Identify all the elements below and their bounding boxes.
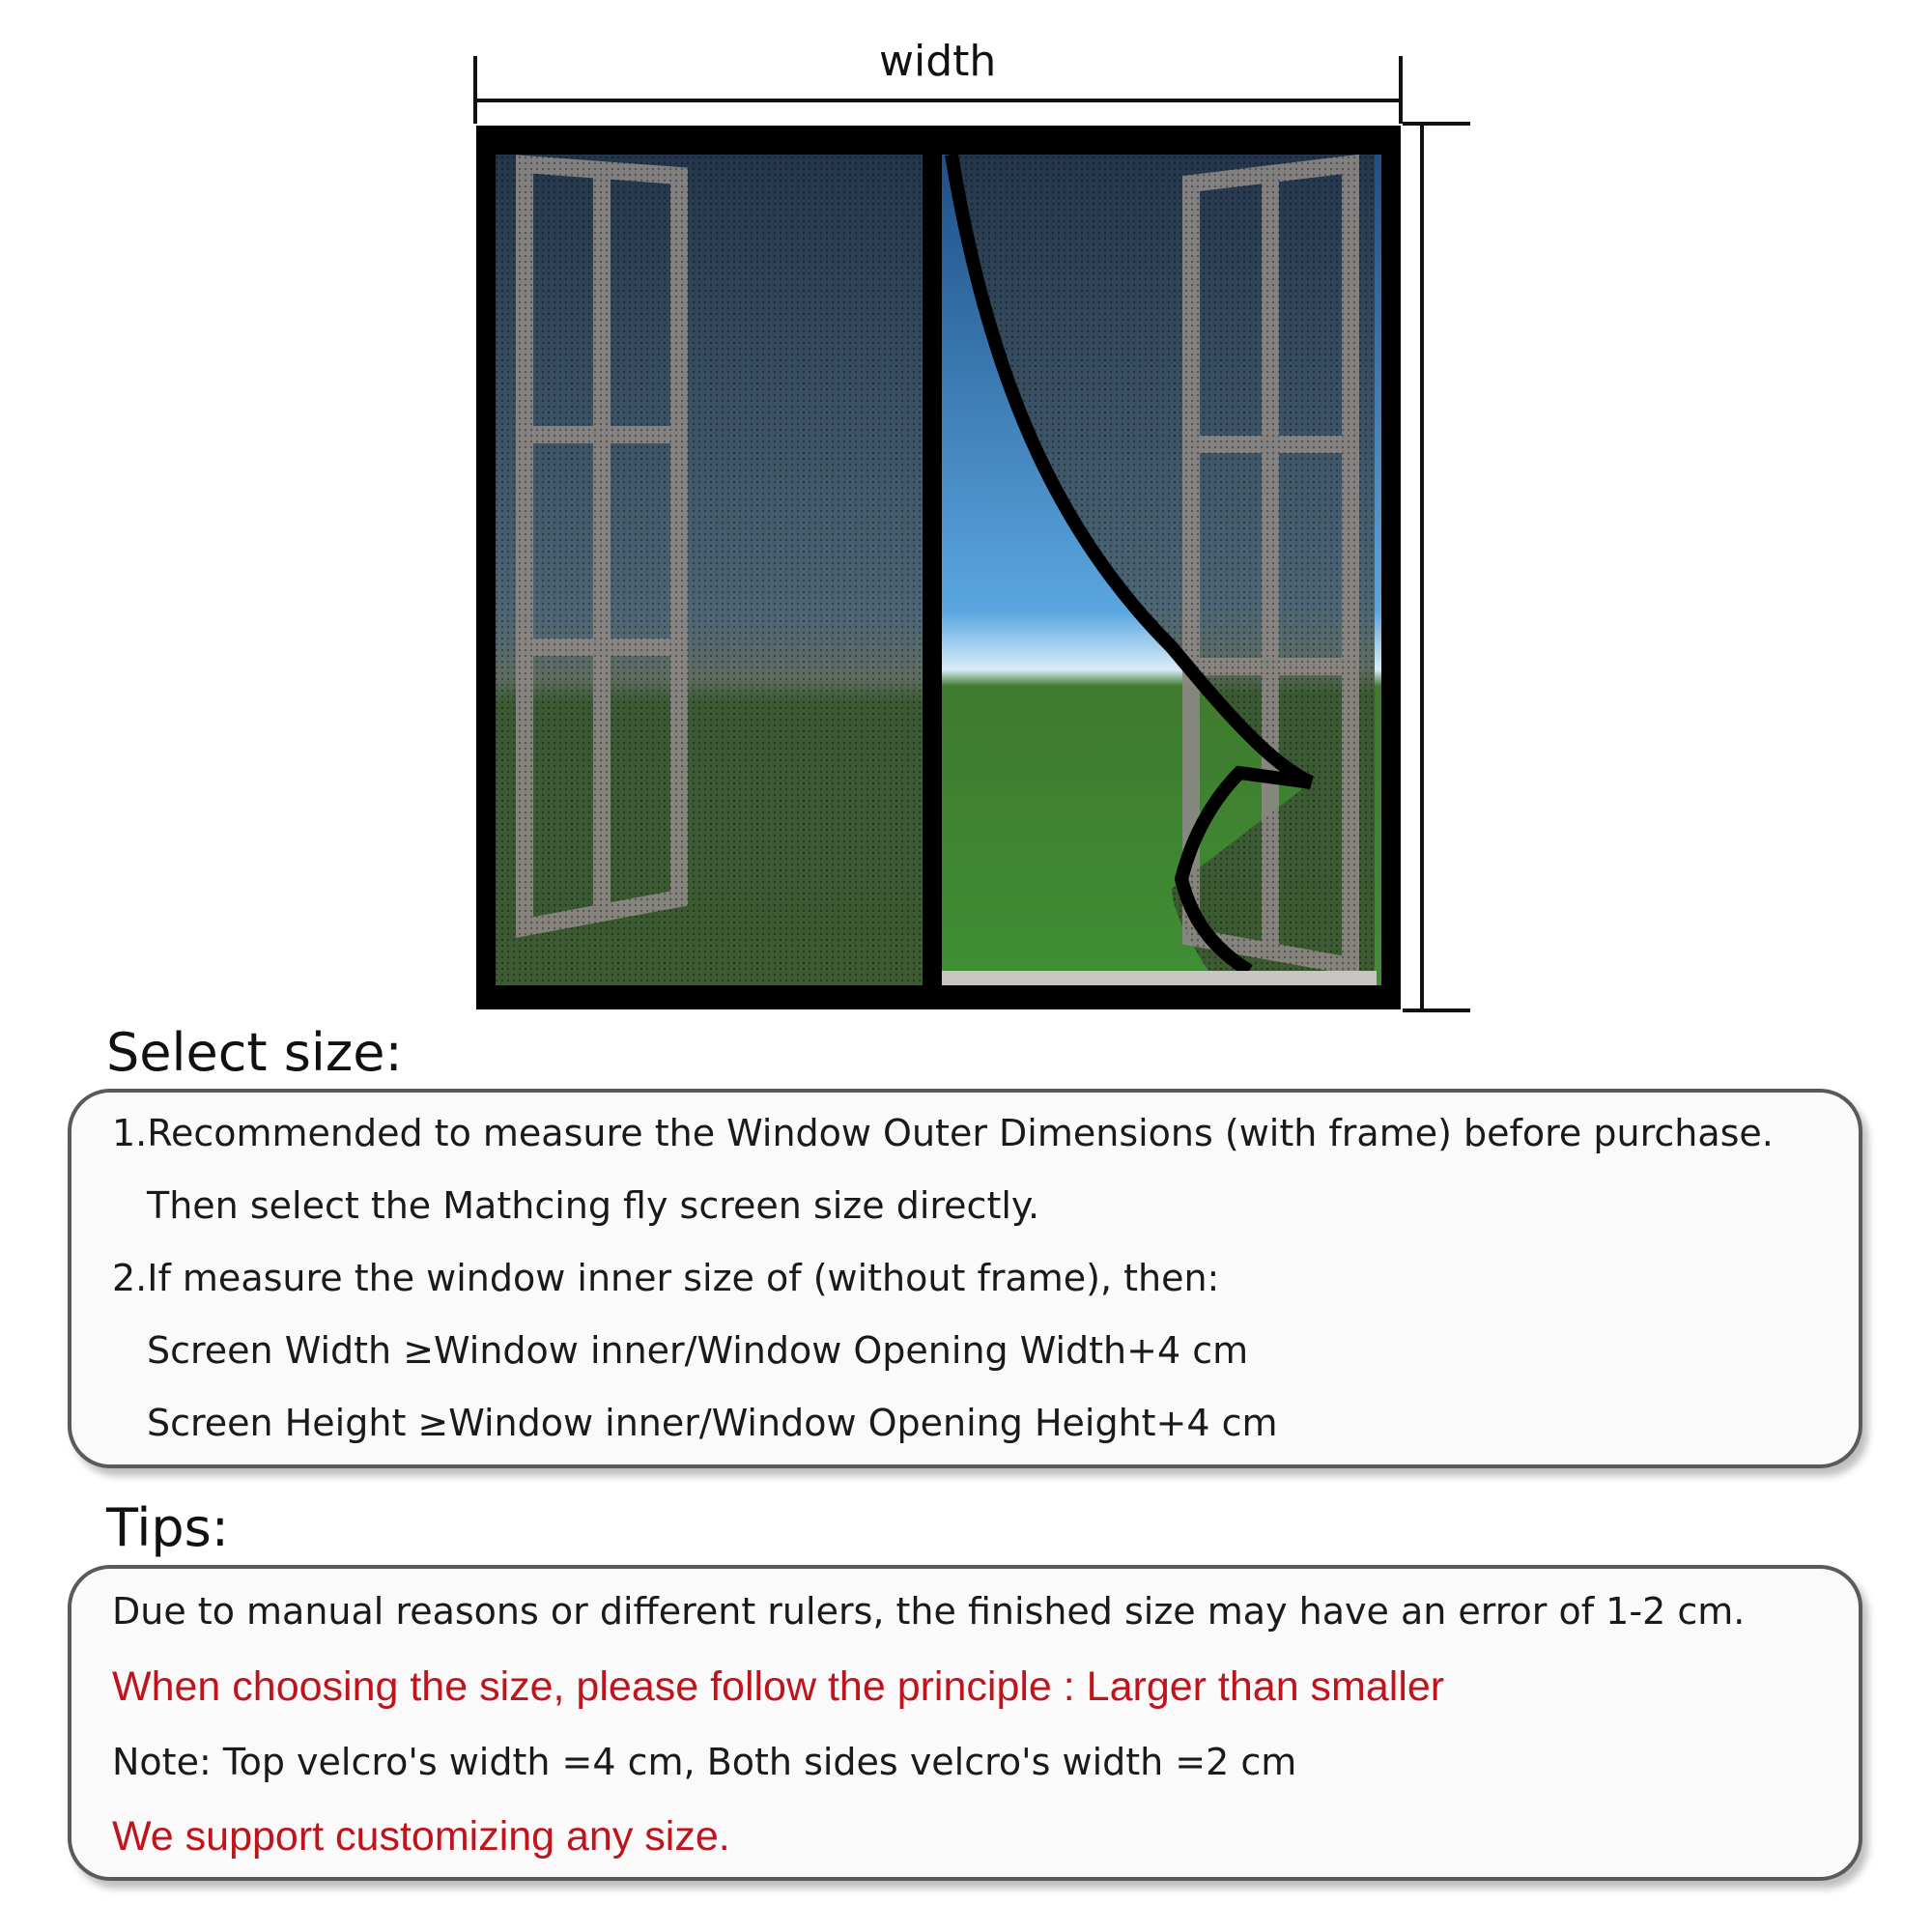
tip-choose-larger: When choosing the size, please follow the principle : Larger than smaller [112, 1663, 1445, 1710]
select-size-box [68, 1089, 1862, 1468]
select-size-item-2: 2.If measure the window inner size of (without frame), then: [112, 1257, 1220, 1299]
fly-screen-illustration [476, 126, 1401, 1009]
tips-heading: Tips: [106, 1497, 229, 1558]
tip-error-margin: Due to manual reasons or different rulers, the finished size may have an error of 1-2 cm. [112, 1590, 1746, 1633]
select-size-item-1b: Then select the Mathcing fly screen size directly. [147, 1184, 1040, 1227]
tips-box [68, 1565, 1862, 1881]
center-seam [923, 155, 942, 1009]
screen-width-formula: Screen Width ≥Window inner/Window Opening Width+4 cm [147, 1329, 1249, 1372]
width-label: width [879, 37, 997, 86]
tip-velcro-note: Note: Top velcro's width =4 cm, Both sides velcro's width =2 cm [112, 1741, 1297, 1783]
screen-height-formula: Screen Height ≥Window inner/Window Opening Height+4 cm [147, 1402, 1278, 1444]
select-size-heading: Select size: [106, 1022, 403, 1083]
window-sill [942, 971, 1377, 985]
tip-custom-size: We support customizing any size. [112, 1813, 730, 1860]
select-size-item-1: 1.Recommended to measure the Window Outer Dimensions (with frame) before purchase. [112, 1112, 1774, 1154]
